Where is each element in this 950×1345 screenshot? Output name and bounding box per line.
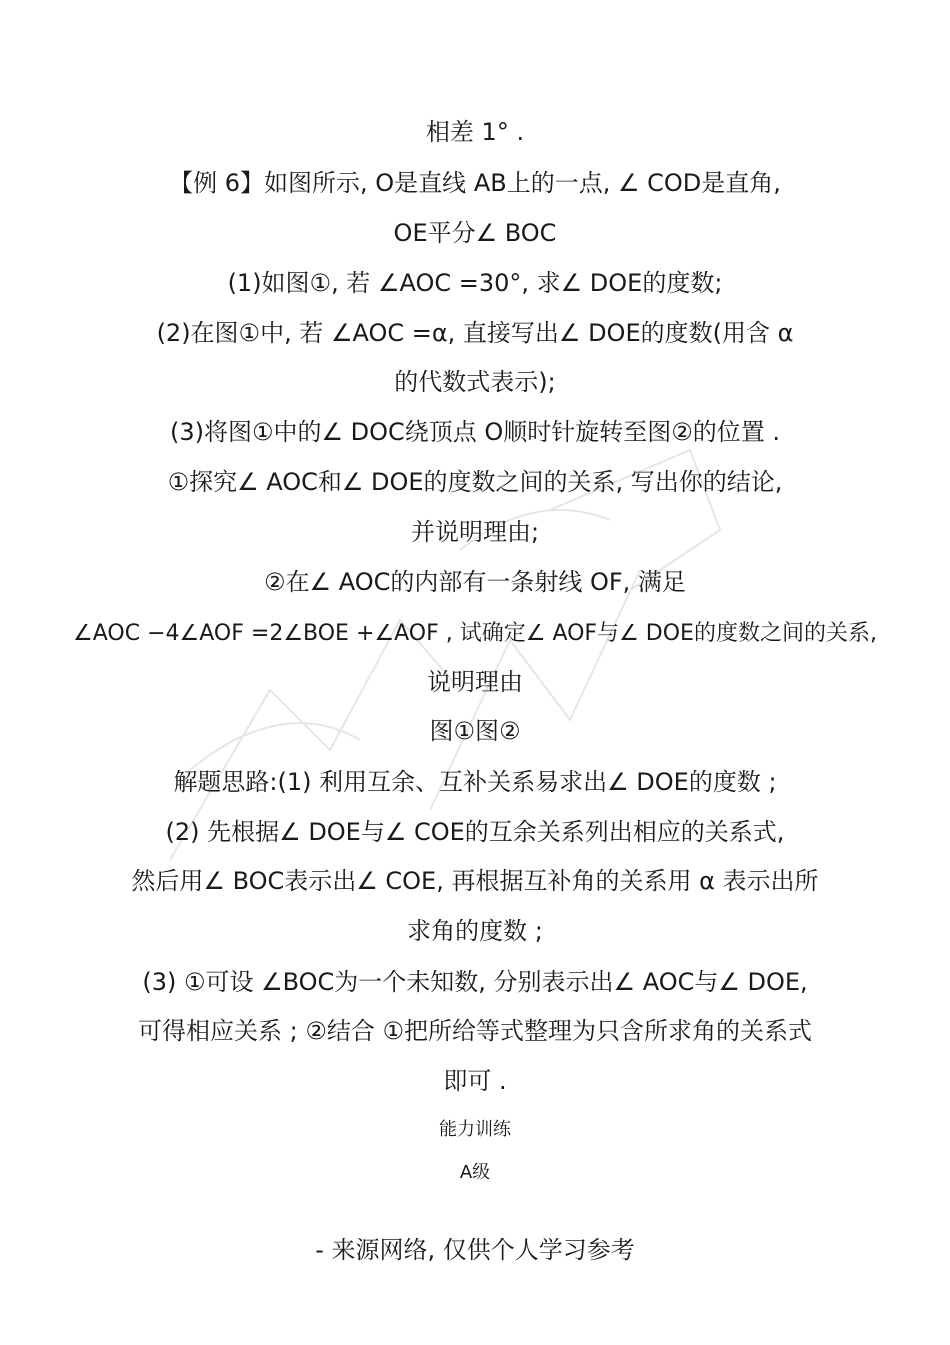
text-line-2: 【例 6】如图所示, O是直线 AB上的一点, ∠ COD是直角, [169,169,781,197]
level-label: A级 [459,1162,491,1183]
text-line-16: 然后用∠ BOC表示出∠ COE, 再根据互补角的关系用 α 表示出所 [131,867,819,895]
text-line-5: (2)在图①中, 若 ∠AOC =α, 直接写出∠ DOE的度数(用含 α [156,319,794,347]
footer-note: - 来源网络, 仅供个人学习参考 [315,1236,635,1264]
text-line-18: (3) ①可设 ∠BOC为一个未知数, 分别表示出∠ AOC与∠ DOE, [142,968,808,996]
text-line-20: 即可 . [443,1067,507,1095]
text-line-8: ①探究∠ AOC和∠ DOE的度数之间的关系, 写出你的结论, [167,468,783,496]
text-line-10: ②在∠ AOC的内部有一条射线 OF, 满足 [264,568,686,596]
text-line-3: OE平分∠ BOC [393,219,557,247]
text-line-17: 求角的度数 ; [407,917,543,945]
text-line-4: (1)如图①, 若 ∠AOC =30°, 求∠ DOE的度数; [227,269,723,297]
text-line-19: 可得相应关系 ; ②结合 ①把所给等式整理为只含所求角的关系式 [137,1017,812,1045]
text-line-15: (2) 先根据∠ DOE与∠ COE的互余关系列出相应的关系式, [165,818,785,846]
section-title: 能力训练 [439,1119,511,1140]
text-line-1: 相差 1° . [425,118,525,146]
text-line-6: 的代数式表示); [394,368,556,396]
text-line-11: ∠AOC −4∠AOF =2∠BOE +∠AOF , 试确定∠ AOF与∠ DOE的度数之间的关系, [73,621,877,646]
text-line-7: (3)将图①中的∠ DOC绕顶点 O顺时针旋转至图②的位置 . [169,418,781,446]
figure-caption: 图①图② [429,717,521,745]
text-line-9: 并说明理由; [410,518,540,546]
text-line-14: 解题思路:(1) 利用互余、互补关系易求出∠ DOE的度数 ; [173,768,777,796]
text-line-12: 说明理由 [427,668,523,696]
